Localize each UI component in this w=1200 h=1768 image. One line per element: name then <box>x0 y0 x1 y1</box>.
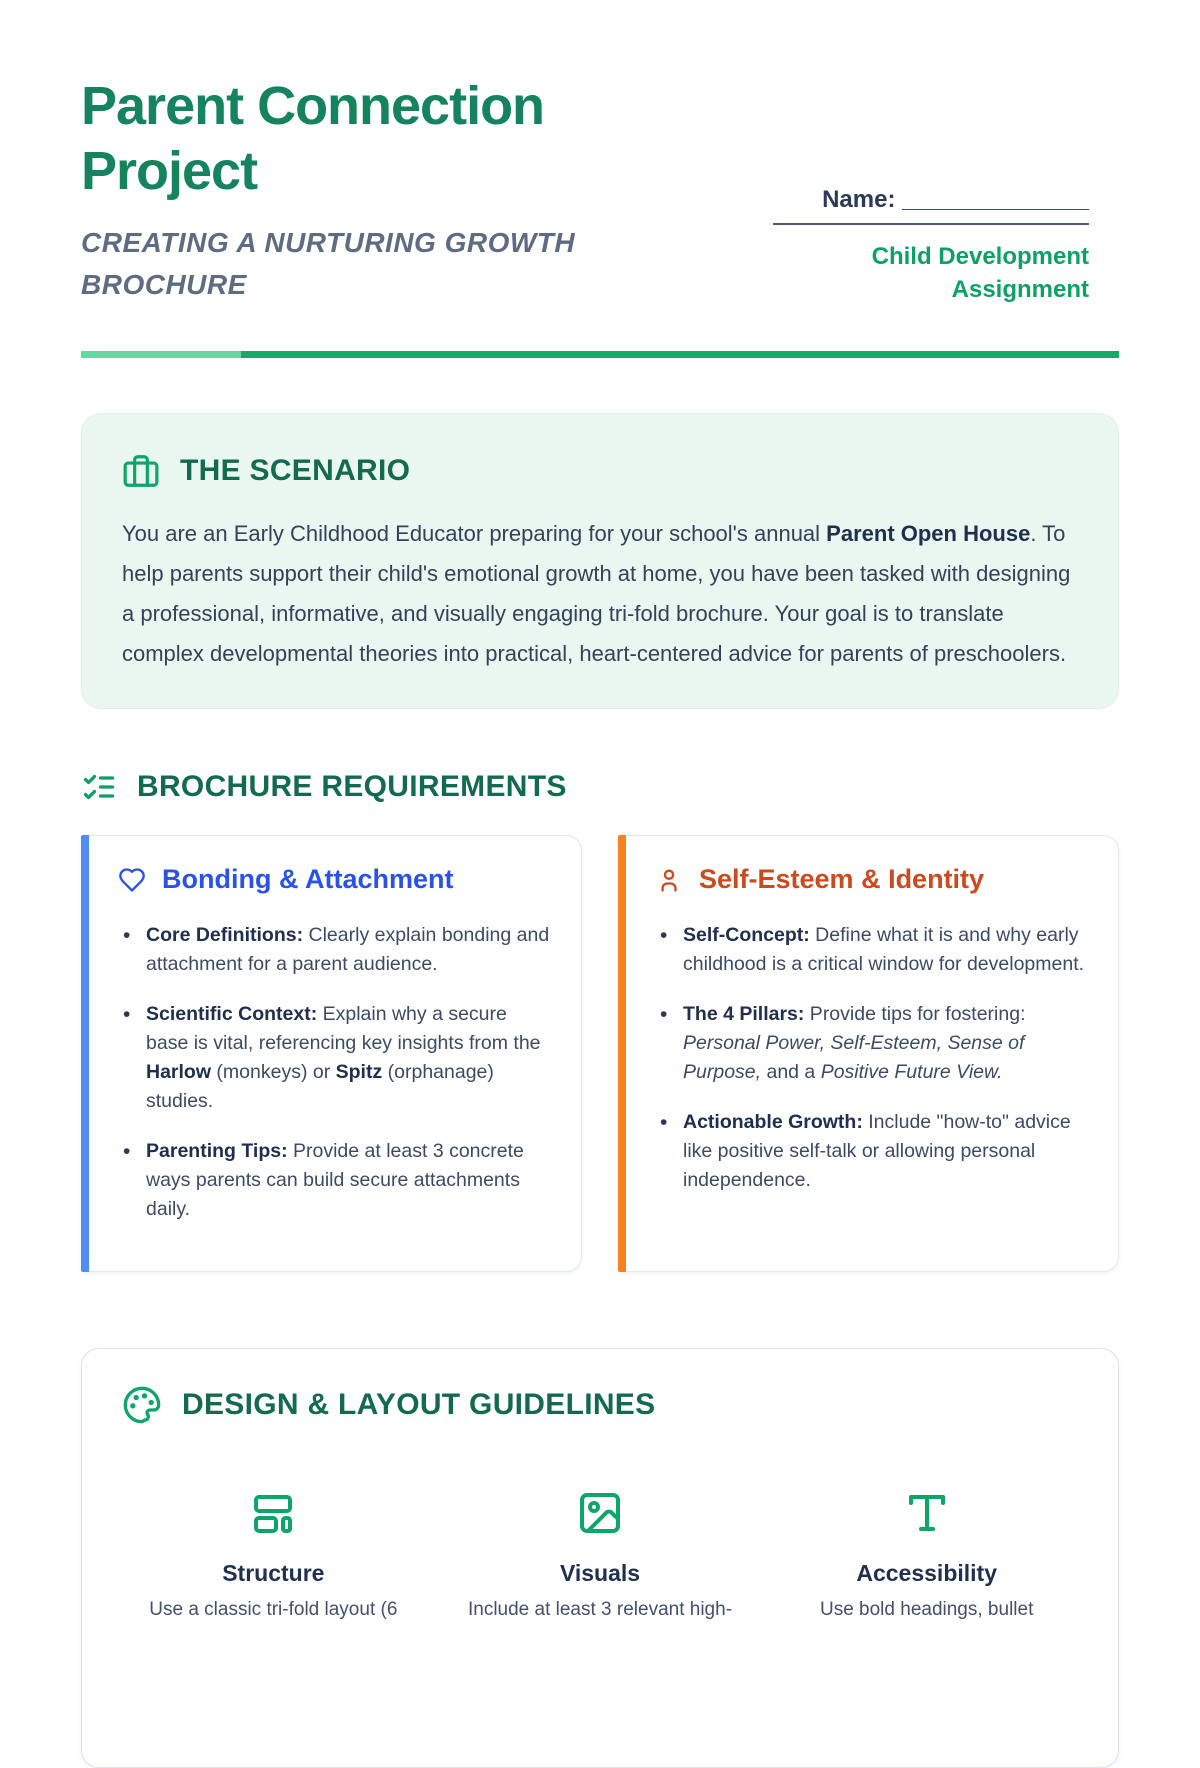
bullet-bold: Spitz <box>335 1061 383 1083</box>
layout-icon <box>122 1489 425 1537</box>
design-heading: DESIGN & LAYOUT GUIDELINES <box>182 1388 656 1421</box>
scenario-paragraph <box>122 514 1078 674</box>
scenario-box <box>81 413 1119 709</box>
briefcase-icon <box>122 452 160 490</box>
bullet-text: Provide tips for fostering: <box>804 1003 1026 1025</box>
bullet-lead: The 4 Pillars: <box>683 1003 805 1025</box>
column-description: Use a classic tri-fold layout (6 <box>149 1599 398 1620</box>
bullet-lead: Core Definitions: <box>146 924 304 946</box>
bullet-text: Define what it is and why early childhood is a critical window for development. <box>683 924 1085 975</box>
name-field <box>773 186 1089 225</box>
page-subtitle: CREATING A NURTURING GROWTH BROCHURE <box>81 227 576 300</box>
requirement-cards <box>81 835 1119 1272</box>
scenario-heading-row <box>122 452 1078 490</box>
design-col-accessibility <box>775 1489 1078 1624</box>
type-icon <box>775 1489 1078 1537</box>
page-title: Parent Connection Project <box>81 76 545 201</box>
list-item <box>655 921 1090 979</box>
bullet-bold: Harlow <box>146 1061 212 1083</box>
bullet-italic: Positive Future View. <box>820 1061 1003 1083</box>
card-title: Bonding & Attachment <box>162 864 454 894</box>
card-title: Self-Esteem & Identity <box>699 864 985 894</box>
card-self-esteem-identity <box>618 835 1119 1272</box>
name-blank: ______________ <box>902 186 1089 213</box>
image-icon <box>449 1489 752 1537</box>
design-columns <box>122 1489 1078 1624</box>
design-col-structure <box>122 1489 425 1624</box>
list-item <box>655 1000 1090 1087</box>
design-guidelines-card <box>81 1348 1119 1768</box>
card-title-row <box>655 864 1090 895</box>
bullet-lead: Scientific Context: <box>146 1003 318 1025</box>
card-title-row <box>118 864 553 895</box>
list-item <box>655 1108 1090 1195</box>
bullet-italic: Personal Power, Self-Esteem, Sense of Purpose, <box>683 1032 1025 1083</box>
bullet-text: (orphanage) studies. <box>146 1061 494 1112</box>
scenario-bold-text: Parent Open House <box>826 521 1031 546</box>
bullet-text: Include "how-to" advice like positive self-talk or allowing personal independence. <box>683 1111 1071 1191</box>
bullet-list <box>118 921 553 1224</box>
card-bonding-attachment <box>81 835 582 1272</box>
bullet-text: (monkeys) or <box>211 1061 336 1083</box>
list-checks-icon <box>81 769 117 805</box>
bullet-lead: Self-Concept: <box>683 924 810 946</box>
design-col-visuals <box>449 1489 752 1624</box>
requirements-heading-row <box>81 769 1119 805</box>
header <box>81 0 1119 358</box>
column-description: Use bold headings, bullet <box>819 1599 1034 1620</box>
column-title: Visuals <box>559 1560 641 1586</box>
bullet-text: Provide at least 3 concrete ways parents can build secure attachments daily. <box>146 1140 524 1220</box>
name-label: Name: <box>822 186 896 213</box>
bullet-text: Explain why a secure base is vital, referencing key insights from the <box>146 1003 541 1054</box>
list-item <box>118 921 553 979</box>
list-item <box>118 1000 553 1116</box>
bullet-text: Clearly explain bonding and attachment for a parent audience. <box>146 924 550 975</box>
requirements-heading: BROCHURE REQUIREMENTS <box>137 770 567 803</box>
bullet-lead: Parenting Tips: <box>146 1140 288 1162</box>
bullet-lead: Actionable Growth: <box>683 1111 863 1133</box>
column-description: Include at least 3 relevant high- <box>467 1599 733 1620</box>
scenario-text: You are an Early Childhood Educator preparing for your school's annual <box>122 521 827 546</box>
palette-icon <box>122 1385 162 1425</box>
name-block <box>773 186 1089 306</box>
scenario-text: . To help parents support their child's emotional growth at home, you have been tasked with designing a professional, informative, and visually engaging tri-fold brochure. Your goal is to translate complex developmental theories into practical, heart-centered advice for parents of preschoolers. <box>122 521 1071 666</box>
header-divider <box>81 351 1119 358</box>
heart-icon <box>118 866 146 894</box>
scenario-heading: THE SCENARIO <box>180 454 411 487</box>
design-heading-row <box>122 1385 1078 1425</box>
user-icon <box>655 866 683 894</box>
column-title: Accessibility <box>856 1560 997 1586</box>
list-item <box>118 1137 553 1224</box>
course-label: Child Development Assignment <box>871 243 1089 304</box>
bullet-text: and a <box>761 1061 821 1083</box>
column-title: Structure <box>222 1560 325 1586</box>
bullet-list <box>655 921 1090 1195</box>
